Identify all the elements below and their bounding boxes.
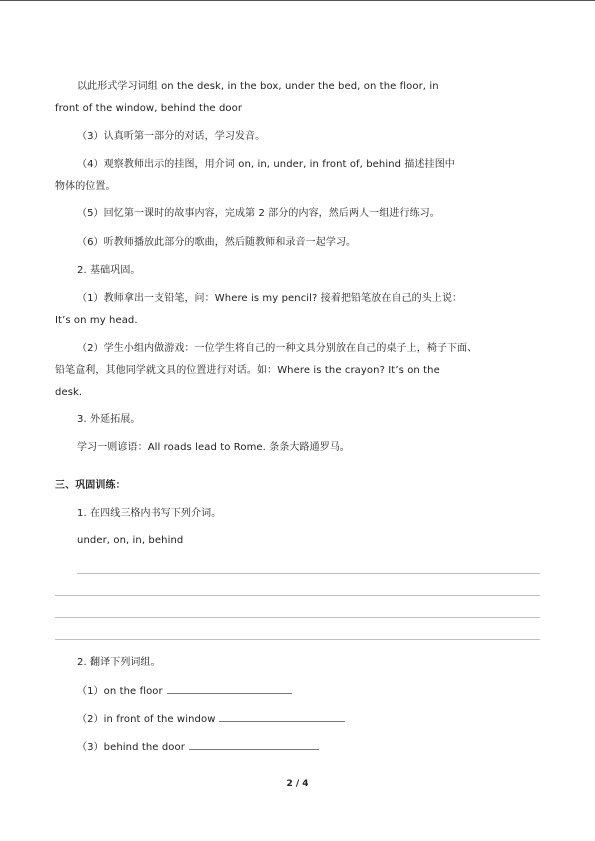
translation-item xyxy=(77,684,292,699)
text-line: front of the window, behind the door xyxy=(55,103,243,114)
text-line: （5）回忆第一课时的故事内容，完成第 2 部分的内容，然后两人一组进行练习。 xyxy=(77,208,440,219)
question-1: 1. 在四线三格内书写下列介词。 xyxy=(77,508,222,519)
question-1-words: under, on, in, behind xyxy=(77,535,184,546)
translation-item-label: （2）in front of the window xyxy=(77,714,216,725)
translation-item xyxy=(77,740,319,755)
writing-line xyxy=(55,595,540,596)
text-line: 2. 基础巩固。 xyxy=(77,265,141,276)
text-line: （3）认真听第一部分的对话，学习发音。 xyxy=(77,131,266,142)
question-2: 2. 翻译下列词组。 xyxy=(77,657,161,668)
writing-line xyxy=(77,573,540,574)
text-line: （6）听教师播放此部分的歌曲，然后随教师和录音一起学习。 xyxy=(77,237,357,248)
translation-item-label: （3）behind the door xyxy=(77,742,185,753)
text-line: （2）学生小组内做游戏：一位学生将自己的一种文具分别放在自己的桌子上，椅子下面、 xyxy=(77,343,478,354)
page-number: 2 / 4 xyxy=(286,779,309,789)
text-line: 学习一则谚语：All roads lead to Rome. 条条大路通罗马。 xyxy=(77,442,351,453)
text-line: 物体的位置。 xyxy=(55,181,116,192)
text-line: 以此形式学习词组 on the desk, in the box, under the bed, on the floor, in xyxy=(77,81,439,92)
page-top-border xyxy=(0,0,595,1)
writing-line xyxy=(55,639,540,640)
section-title: 三、巩固训练： xyxy=(55,480,126,491)
answer-blank[interactable] xyxy=(189,740,319,750)
translation-item-label: （1）on the floor xyxy=(77,686,163,697)
answer-blank[interactable] xyxy=(219,712,345,722)
text-line: It’s on my head. xyxy=(55,315,138,326)
answer-blank[interactable] xyxy=(167,684,292,694)
text-line: 铅笔盒利，其他同学就文具的位置进行对话。如：Where is the crayon? It’s on the xyxy=(55,365,440,376)
writing-line xyxy=(55,617,540,618)
translation-item xyxy=(77,712,345,727)
text-line: desk. xyxy=(55,387,83,398)
text-line: 3. 外延拓展。 xyxy=(77,414,141,425)
text-line: （1）教师拿出一支铅笔，问：Where is my pencil? 接着把铅笔放在自己的头上说： xyxy=(77,293,463,304)
text-line: （4）观察教师出示的挂图，用介词 on, in, under, in front of, behind 描述挂图中 xyxy=(77,159,455,170)
